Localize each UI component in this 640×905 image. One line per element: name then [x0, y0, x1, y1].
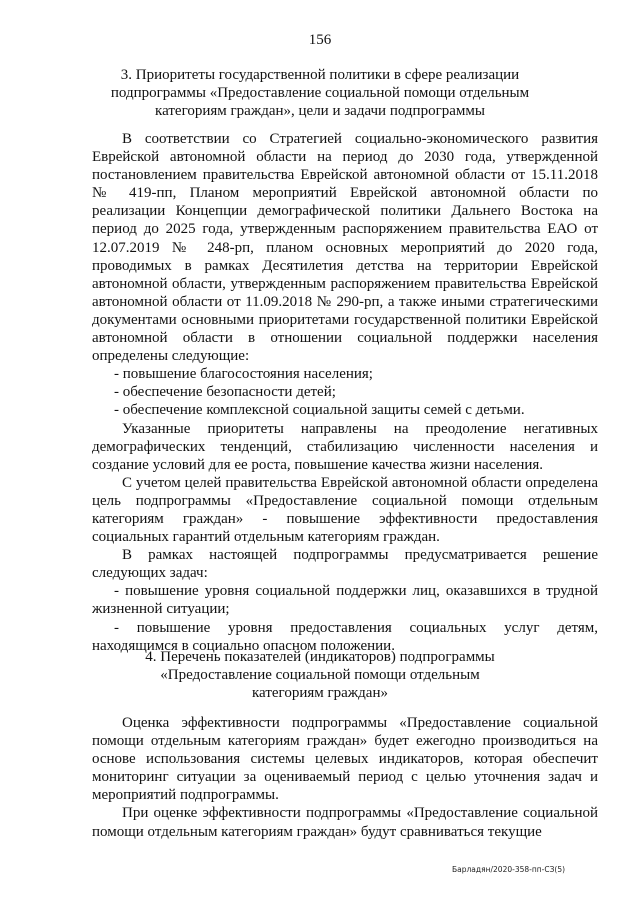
- paragraph: Оценка эффективности подпрограммы «Предоставление социальной помощи отдельным категориям граждан» будет ежегодно производиться на основе использования системы целевых индикаторов, которая обеспечит мониторинг ситуации за оцениваемый период с целью уточнения задач и мероприятий подпрограммы.: [92, 715, 598, 804]
- section-4-heading: [92, 648, 548, 702]
- task-item: - повышение уровня социальной поддержки лиц, оказавшихся в трудной жизненной ситуации;: [92, 583, 598, 618]
- heading-line: подпрограммы «Предоставление социальной помощи отдельным: [110, 85, 530, 101]
- paragraph: Указанные приоритеты направлены на преодоление негативных демографических тенденций, стабилизацию численности населения и создание условий для ее роста, повышение качества жизни населения.: [92, 420, 598, 473]
- heading-line: 3. Приоритеты государственной политики в сфере реализации: [120, 67, 520, 83]
- heading-line: 4. Перечень показателей (индикаторов) подпрограммы: [145, 649, 495, 665]
- page-number: 156: [308, 32, 332, 48]
- section-3-heading: [92, 66, 548, 120]
- section-3-body: [92, 130, 598, 655]
- heading-line: категориям граждан», цели и задачи подпрограммы: [155, 103, 485, 119]
- paragraph: С учетом целей правительства Еврейской автономной области определена цель подпрограммы «Предоставление социальной помощи отдельным категориям граждан» - повышение эффективности предоставления социальных гарантий отдельным категориям граждан.: [92, 474, 598, 546]
- task-item: - повышение уровня предоставления социальных услуг детям, находящимся в социально опасном положении.: [92, 619, 598, 654]
- priority-item: - обеспечение комплексной социальной защиты семей с детьми.: [114, 402, 525, 419]
- priority-item: - обеспечение безопасности детей;: [114, 384, 336, 401]
- section-4-body: [92, 714, 598, 841]
- paragraph: При оценке эффективности подпрограммы «Предоставление социальной помощи отдельным категориям граждан» будут сравниваться текущие: [92, 805, 598, 840]
- priority-item: - повышение благосостояния населения;: [114, 366, 373, 383]
- heading-line: категориям граждан»: [252, 685, 388, 701]
- paragraph: В рамках настоящей подпрограммы предусматривается решение следующих задач:: [92, 547, 598, 582]
- paragraph: В соответствии со Стратегией социально-экономического развития Еврейской автономной области на период до 2030 года, утвержденной постановлением правительства Еврейской автономной области от 15.11.2018 № 419-пп, Планом мероприятий Еврейской автономной области по реализации Концепции демографической политики Дальнего Востока на период до 2025 года, утвержденным распоряжением правительства ЕАО от 12.07.2019 № 248-рп, планом основных мероприятий до 2020 года, проводимых в рамках Десятилетия детства на территории Еврейской автономной области, утвержденным распоряжением правительства Еврейской автономной области от 11.09.2018 № 290-рп, а также иными стратегическими документами основными приоритетами государственной политики Еврейской автономной области в отношении социальной поддержки населения определены следующие:: [92, 131, 598, 365]
- heading-line: «Предоставление социальной помощи отдельным: [160, 667, 480, 683]
- document-footer-code: Барладян/2020-358-пп-СЗ(5): [452, 865, 566, 874]
